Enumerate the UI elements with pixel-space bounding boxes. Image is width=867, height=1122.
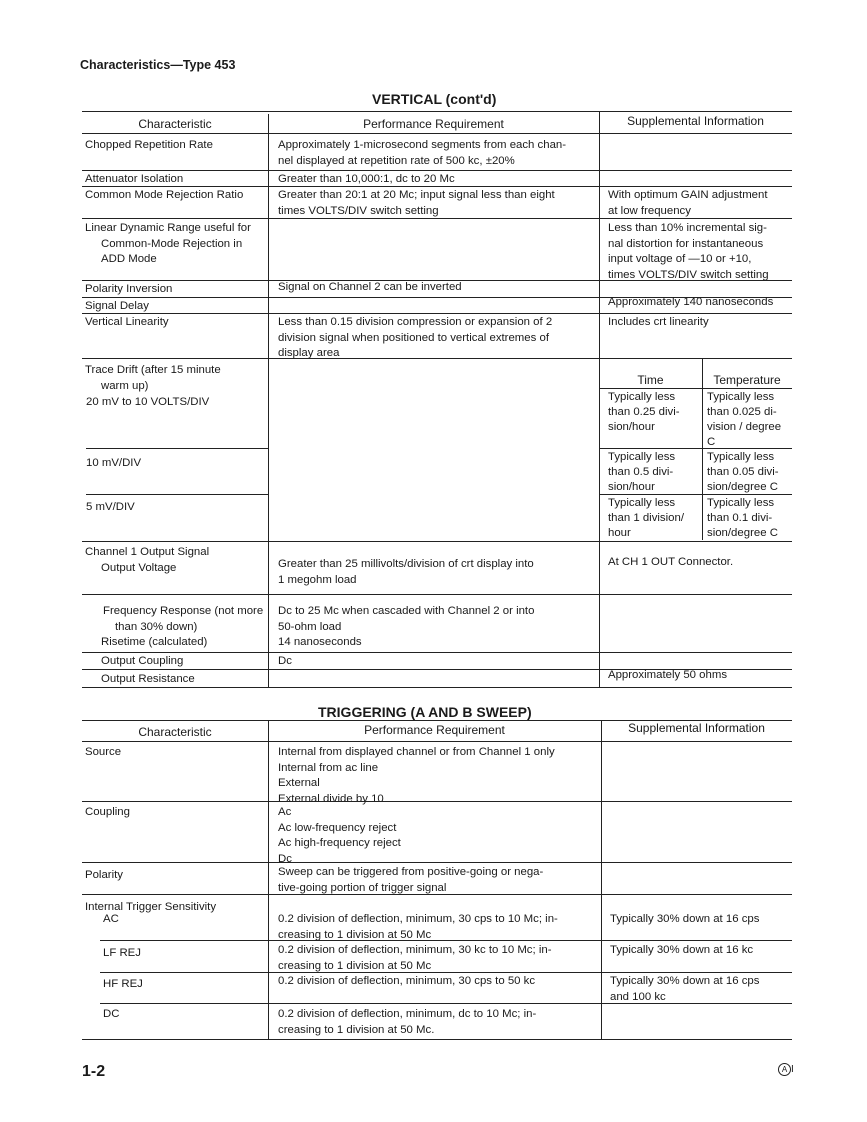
performance-line: Ac low-frequency reject xyxy=(278,821,397,834)
performance-line: 1 megohm load xyxy=(278,573,357,586)
drift-line: vision / degree xyxy=(707,421,782,433)
performance-cell: Dc xyxy=(278,655,292,667)
row-rule xyxy=(82,801,792,802)
performance-line: Greater than 20:1 at 20 Mc; input signal less than eight xyxy=(278,189,555,201)
characteristic-cell: HF REJ xyxy=(103,978,143,990)
revision-mark xyxy=(778,1063,794,1076)
row-rule xyxy=(100,940,792,941)
performance-cell: Greater than 10,000:1, dc to 20 Mc xyxy=(278,173,455,185)
performance-line: display area xyxy=(278,347,340,359)
supplemental-line: Typically 30% down at 16 cps xyxy=(610,975,760,987)
drift-range-10mv: 10 mV/DIV xyxy=(86,457,142,469)
characteristic-line: Trace Drift (after 15 minute xyxy=(85,364,221,376)
drift-line: C xyxy=(707,436,716,448)
triggering-header-rule xyxy=(82,741,792,742)
drift-line: hour xyxy=(608,527,631,539)
performance-line: times VOLTS/DIV switch setting xyxy=(278,204,439,217)
performance-cell xyxy=(278,557,598,588)
performance-line: 14 nanoseconds xyxy=(278,636,362,648)
performance-line: 0.2 division of deflection, minimum, dc to 10 Mc; in- xyxy=(278,1008,537,1020)
drift-line: Typically less xyxy=(608,391,676,403)
characteristic-cell xyxy=(85,221,268,268)
characteristic-cell: Chopped Repetition Rate xyxy=(85,139,213,151)
characteristic-cell xyxy=(85,363,268,394)
supplemental-cell xyxy=(610,974,794,1005)
characteristic-cell: LF REJ xyxy=(103,947,141,959)
performance-line: creasing to 1 division at 50 Mc xyxy=(278,928,432,941)
performance-cell xyxy=(278,138,598,169)
supplemental-line: times VOLTS/DIV switch setting xyxy=(608,268,769,281)
performance-line: 0.2 division of deflection, minimum, 30 cps to 10 Mc; in- xyxy=(278,913,558,925)
characteristic-cell: Attenuator Isolation xyxy=(85,173,184,185)
characteristic-cell: Output Coupling xyxy=(101,655,184,667)
row-rule xyxy=(82,218,792,219)
drift-line: Typically less xyxy=(707,391,775,403)
performance-line: Dc xyxy=(278,852,292,865)
supplemental-cell: At CH 1 OUT Connector. xyxy=(608,556,734,568)
performance-line: Less than 0.15 division compression or expansion of 2 xyxy=(278,316,553,328)
vertical-col-divider-1 xyxy=(268,114,269,688)
vertical-col-performance: Performance Requirement xyxy=(363,117,504,131)
drift-line: sion/degree C xyxy=(707,527,778,539)
drift-line: sion/hour xyxy=(608,421,655,433)
supplemental-cell: Approximately 50 ohms xyxy=(608,669,728,681)
triggering-section-title: TRIGGERING (A AND B SWEEP) xyxy=(318,704,532,720)
vertical-col-supplemental: Supplemental Information xyxy=(627,114,764,128)
characteristic-cell: Polarity xyxy=(85,869,123,881)
drift-time-cell xyxy=(608,450,698,495)
drift-line: Typically less xyxy=(707,451,775,463)
supplemental-line: With optimum GAIN adjustment xyxy=(608,189,768,201)
characteristic-line: Frequency Response (not more xyxy=(103,605,264,617)
performance-line: Internal from ac line xyxy=(278,761,379,774)
supplemental-cell: Includes crt linearity xyxy=(608,316,709,328)
characteristic-cell: AC xyxy=(103,913,119,925)
revision-mark-suffix: I xyxy=(791,1064,794,1075)
supplemental-line: nal distortion for instantaneous xyxy=(608,237,764,250)
drift-line: than 0.025 di- xyxy=(707,406,777,418)
drift-line: Typically less xyxy=(608,497,676,509)
row-rule xyxy=(82,594,792,595)
performance-cell xyxy=(278,865,598,896)
performance-line: External divide by 10 xyxy=(278,792,384,805)
row-rule xyxy=(82,894,792,895)
characteristic-cell xyxy=(85,604,268,651)
supplemental-cell: Approximately 140 nanoseconds xyxy=(608,296,774,308)
triggering-col-divider-2 xyxy=(601,720,602,1040)
drift-time-cell xyxy=(608,496,698,541)
drift-temp-cell xyxy=(707,390,791,450)
page-header: Characteristics—Type 453 xyxy=(80,58,236,72)
drift-line: Typically less xyxy=(707,497,775,509)
characteristic-line: Output Voltage xyxy=(101,561,177,574)
characteristic-cell: Common Mode Rejection Ratio xyxy=(85,189,244,201)
supplemental-line: Less than 10% incremental sig- xyxy=(608,222,767,234)
performance-cell xyxy=(278,745,598,807)
performance-line: Ac high-frequency reject xyxy=(278,837,401,849)
drift-line: sion/degree C xyxy=(707,481,778,493)
performance-line: Dc to 25 Mc when cascaded with Channel 2 or into xyxy=(278,605,535,617)
performance-line: division signal when positioned to vertical extremes of xyxy=(278,331,549,344)
performance-line: Sweep can be triggered from positive-going or nega- xyxy=(278,866,544,878)
characteristic-cell: Polarity Inversion xyxy=(85,283,173,295)
row-rule xyxy=(82,652,792,653)
drift-time-cell xyxy=(608,390,698,435)
drift-range-5mv: 5 mV/DIV xyxy=(86,501,135,513)
characteristic-cell: Coupling xyxy=(85,806,130,818)
characteristic-cell: Signal Delay xyxy=(85,300,149,312)
supplemental-cell: Typically 30% down at 16 cps xyxy=(610,913,760,925)
revision-mark-letter: A xyxy=(778,1063,791,1076)
drift-subheader-rule xyxy=(599,388,792,389)
characteristic-cell xyxy=(85,545,268,576)
drift-col-time: Time xyxy=(637,373,664,387)
characteristic-line: Common-Mode Rejection in xyxy=(101,237,243,250)
vertical-header-rule xyxy=(82,133,792,134)
vertical-col-characteristic: Characteristic xyxy=(138,117,212,131)
drift-line: Typically less xyxy=(608,451,676,463)
row-rule xyxy=(100,1003,792,1004)
performance-line: 0.2 division of deflection, minimum, 30 kc to 10 Mc; in- xyxy=(278,944,552,956)
characteristic-line: Channel 1 Output Signal xyxy=(85,546,210,558)
row-rule xyxy=(82,358,792,359)
vertical-col-divider-2 xyxy=(599,111,600,688)
performance-cell xyxy=(278,315,598,362)
performance-line: 50-ohm load xyxy=(278,620,342,633)
drift-temp-cell xyxy=(707,496,791,541)
drift-range-20mv: 20 mV to 10 VOLTS/DIV xyxy=(86,396,210,408)
characteristic-line: ADD Mode xyxy=(101,253,157,265)
performance-line: Ac xyxy=(278,806,292,818)
performance-cell xyxy=(278,943,598,974)
row-rule xyxy=(82,170,792,171)
drift-temp-cell xyxy=(707,450,791,495)
performance-line: tive-going portion of trigger signal xyxy=(278,881,447,894)
characteristic-line: Risetime (calculated) xyxy=(101,636,208,648)
performance-line: creasing to 1 division at 50 Mc. xyxy=(278,1023,435,1036)
performance-cell xyxy=(278,604,598,651)
drift-line: than 0.1 divi- xyxy=(707,512,773,524)
supplemental-line: and 100 kc xyxy=(610,990,666,1003)
performance-cell: Signal on Channel 2 can be inverted xyxy=(278,281,462,293)
characteristic-cell: DC xyxy=(103,1008,120,1020)
drift-col-temperature: Temperature xyxy=(713,373,781,387)
vertical-table-bottom-rule xyxy=(82,687,792,688)
page-number: 1-2 xyxy=(82,1063,106,1080)
supplemental-line: at low frequency xyxy=(608,204,691,217)
supplemental-cell xyxy=(608,188,792,219)
drift-line: than 0.25 divi- xyxy=(608,406,680,418)
performance-cell xyxy=(278,912,598,943)
triggering-table-bottom-rule xyxy=(82,1039,792,1040)
performance-line: Internal from displayed channel or from Channel 1 only xyxy=(278,746,555,758)
row-rule xyxy=(82,862,792,863)
characteristic-cell: Output Resistance xyxy=(101,673,195,685)
performance-line: Greater than 25 millivolts/division of crt display into xyxy=(278,558,534,570)
supplemental-cell: Typically 30% down at 16 kc xyxy=(610,944,754,956)
drift-rule xyxy=(599,494,792,495)
characteristic-cell: Internal Trigger Sensitivity xyxy=(85,901,217,913)
row-rule xyxy=(82,186,792,187)
performance-cell: 0.2 division of deflection, minimum, 30 cps to 50 kc xyxy=(278,975,536,987)
performance-line: External xyxy=(278,777,320,789)
supplemental-line: input voltage of —10 or +10, xyxy=(608,253,752,265)
vertical-table-top-rule xyxy=(82,111,792,112)
triggering-col-supplemental: Supplemental Information xyxy=(628,721,765,735)
drift-line: than 0.5 divi- xyxy=(608,466,674,478)
performance-line: creasing to 1 division at 50 Mc xyxy=(278,959,432,972)
drift-label-rule xyxy=(86,494,268,495)
vertical-section-title: VERTICAL (cont'd) xyxy=(372,91,497,107)
characteristic-line: than 30% down) xyxy=(115,620,198,633)
drift-line: than 1 division/ xyxy=(608,512,684,524)
performance-cell xyxy=(278,805,598,867)
drift-label-rule xyxy=(86,448,268,449)
drift-line: sion/hour xyxy=(608,481,655,493)
characteristic-cell: Source xyxy=(85,746,122,758)
supplemental-cell xyxy=(608,221,792,283)
triggering-col-characteristic: Characteristic xyxy=(138,725,212,739)
row-rule xyxy=(100,972,792,973)
characteristic-line: warm up) xyxy=(101,379,149,392)
row-rule xyxy=(82,541,792,542)
performance-line: Approximately 1-microsecond segments from each chan- xyxy=(278,139,567,151)
triggering-col-performance: Performance Requirement xyxy=(364,723,505,737)
characteristic-line: Linear Dynamic Range useful for xyxy=(85,222,251,234)
drift-rule xyxy=(599,448,792,449)
row-rule xyxy=(82,313,792,314)
performance-cell xyxy=(278,1007,598,1038)
characteristic-cell: Vertical Linearity xyxy=(85,316,169,328)
performance-cell xyxy=(278,188,598,219)
performance-line: nel displayed at repetition rate of 500 kc, ±20% xyxy=(278,154,515,167)
drift-line: than 0.05 divi- xyxy=(707,466,779,478)
